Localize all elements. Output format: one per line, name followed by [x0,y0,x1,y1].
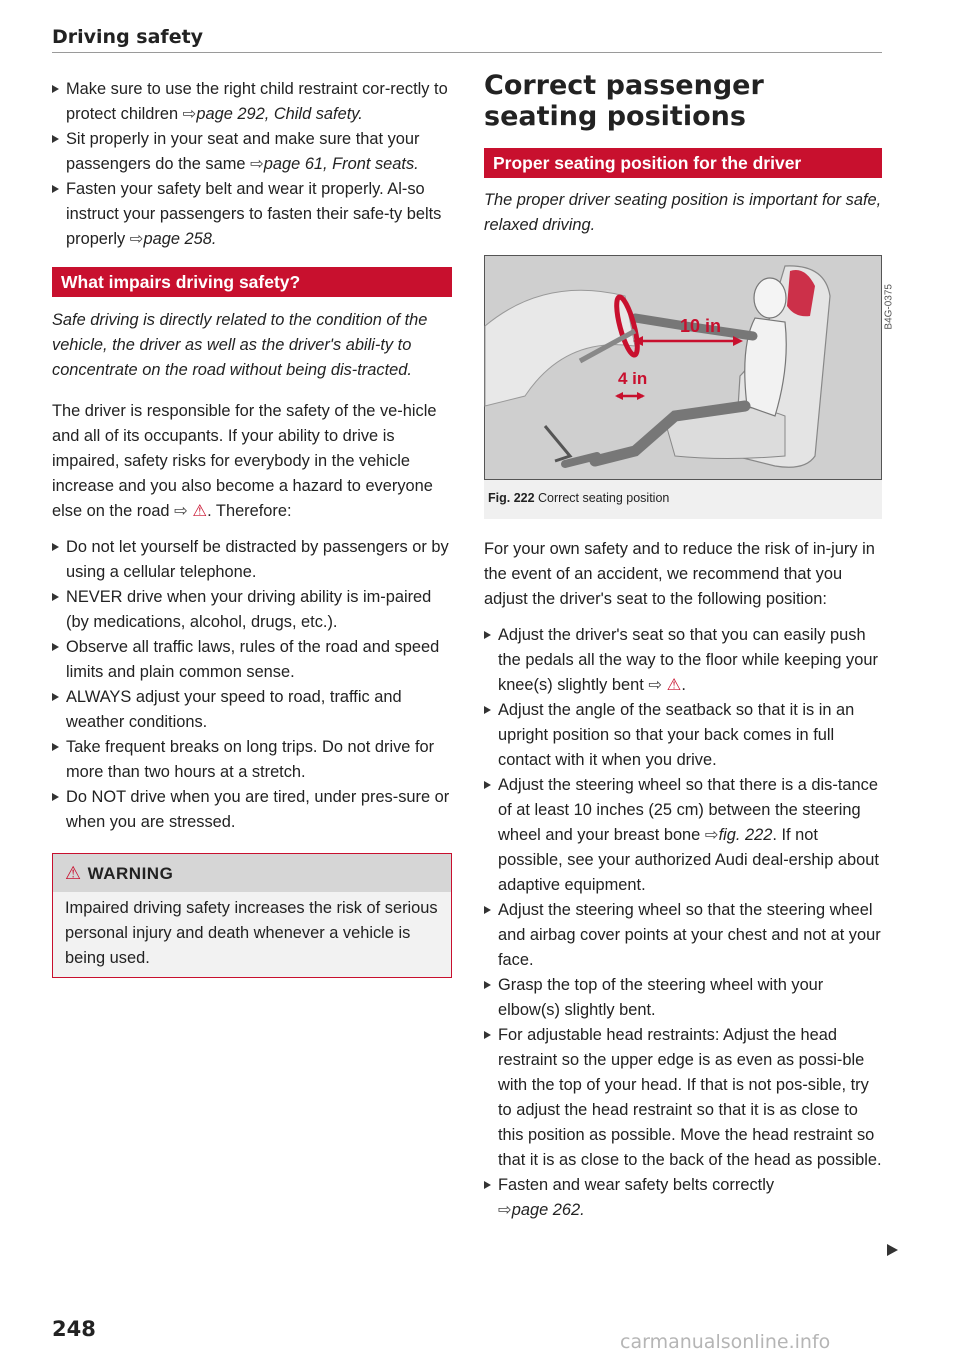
left-column [52,77,452,978]
arrow-ref-icon: ⇨ [704,826,719,844]
warning-box [52,853,452,978]
arrow-ref-icon: ⇨ [182,105,197,123]
arrow-ref-icon: ⇨ [129,230,144,248]
figure-caption: Fig. 222 Correct seating position [488,491,670,505]
section-intro: Safe driving is directly related to the condition of the vehicle, the driver as well as the driver's abili-ty to concentrate on the road without being dis-tracted. [52,311,428,379]
continue-arrow-icon [887,1244,898,1256]
list-item: Grasp the top of the steering wheel with your elbow(s) slightly bent. [484,973,882,1023]
list-item: Fasten and wear safety belts correctly ⇨page 262. [484,1173,882,1223]
arrow-ref-icon: ⇨ [498,1201,512,1219]
arrow-ref-icon: ⇨ [250,155,264,173]
watermark: carmanualsonline.info [620,1331,831,1353]
figure-code: B4G-0375 [884,284,895,330]
section-heading-driver: Proper seating position for the driver [484,148,882,178]
warning-triangle-icon: ⚠ [65,863,82,883]
warning-triangle-icon[interactable]: ⚠ [666,676,682,694]
list-item: Do NOT drive when you are tired, under pres-sure or when you are stressed. [52,785,452,835]
warning-text: Impaired driving safety increases the risk of serious personal injury and death whenever a vehicle is being used. [65,899,438,967]
list-item: Adjust the steering wheel so that the steering wheel and airbag cover points at your chest and not at your face. [484,898,882,973]
arrow-ref-icon: ⇨ [174,502,188,520]
page-reference-link[interactable]: page 258 [143,230,212,248]
list-item: Adjust the driver's seat so that you can easily push the pedals all the way to the floor while keeping your knee(s) slightly bent ⇨ ⚠. [484,623,882,698]
section-heading-impairs: What impairs driving safety? [52,267,452,297]
label-4-inches: 4 in [618,369,648,388]
list-item: Fasten your safety belt and wear it properly. Al-so instruct your passengers to fasten their safe-ty belts properly ⇨page 258. [52,177,452,252]
body-paragraph: For your own safety and to reduce the risk of in-jury in the event of an accident, we recommend that you adjust the driver's seat to the following position: [484,540,875,608]
list-item: ALWAYS adjust your speed to road, traffic and weather conditions. [52,685,452,735]
label-10-inches: 10 in [680,316,722,336]
top-bullet-list [52,77,452,252]
arrow-ref-icon: ⇨ [648,676,663,694]
right-column [484,70,895,1223]
list-item: For adjustable head restraints: Adjust the head restraint so the upper edge is as even as possi-ble with the top of your head. If that is not pos-sible, try to adjust the head restraint so that it is as close to this position as possible. Move the head restraint so that it is as close to the back of the head as possible. [484,1023,882,1173]
list-item: NEVER drive when your driving ability is im-paired (by medications, alcohol, drugs, etc.). [52,585,452,635]
list-item: Take frequent breaks on long trips. Do not drive for more than two hours at a stretch. [52,735,452,785]
page-reference-link[interactable]: page 262 [511,1201,581,1219]
list-item: Adjust the steering wheel so that there is a dis-tance of at least 10 inches (25 cm) between the steering wheel and your breast bone ⇨fig. 222. If not possible, see your authorized Audi deal-ership about adaptive equipment. [484,773,882,898]
list-item: Observe all traffic laws, rules of the road and speed limits and plain common sense. [52,635,452,685]
figure-reference-link[interactable]: fig. 222 [718,826,773,844]
body-paragraph: The driver is responsible for the safety of the ve-hicle and all of its occupants. If your ability to drive is impaired, safety risks for everybody in the vehicle increase and you also become a hazard to everyone else on the road ⇨ ⚠. Therefore: [52,402,437,520]
list-item: Sit properly in your seat and make sure that your passengers do the same ⇨page 61, Front seats. [52,127,452,177]
warning-triangle-icon[interactable]: ⚠ [192,502,208,520]
figure-222 [484,255,895,519]
seating-position-illustration [484,255,895,480]
page-reference-link[interactable]: page 61, Front seats [263,155,415,173]
page-reference-link[interactable]: page 292, Child safety [196,105,359,123]
driver-seating-diagram [485,256,881,479]
header-rule [52,52,882,53]
list-item: Make sure to use the right child restraint cor-rectly to protect children ⇨page 292, Child safety. [52,77,452,127]
page-number: 248 [52,1317,96,1341]
seating-bullet-list [484,623,882,1223]
impair-bullet-list [52,535,452,835]
list-item: Adjust the angle of the seatback so that it is in an upright position so that your back comes in full contact with it when you drive. [484,698,882,773]
warning-header: ⚠ WARNING [53,854,451,892]
page-title: Correct passenger seating positions [484,70,764,132]
list-item: Do not let yourself be distracted by passengers or by using a cellular telephone. [52,535,452,585]
section-intro: The proper driver seating position is important for safe, relaxed driving. [484,191,882,234]
running-header: Driving safety [52,26,204,48]
